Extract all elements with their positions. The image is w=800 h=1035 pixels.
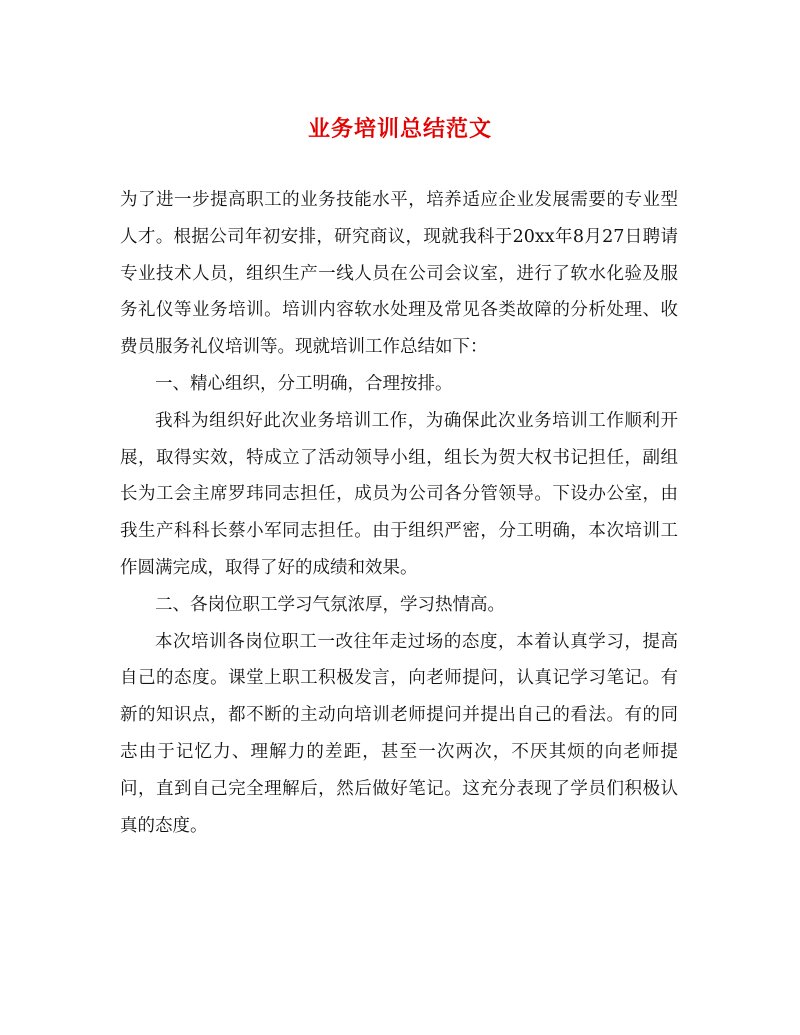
paragraph-learning-atmosphere: 本次培训各岗位职工一改往年走过场的态度，本着认真学习，提高自己的态度。课堂上职工积极发言，向老师提问，认真记学习笔记。有新的知识点，都不断的主动向培训老师提问并提出自己的看法。有的同志由于记忆力、理解力的差距，甚至一次两次，不厌其烦的向老师提问，直到自己完全理解后，然后做好笔记。这充分表现了学员们积极认真的态度。 [120, 631, 678, 836]
paragraph-intro: 为了进一步提高职工的业务技能水平，培养适应企业发展需要的专业型人才。根据公司年初安排，研究商议，现就我科于20xx年8月27日聘请专业技术人员，组织生产一线人员在公司会议室，进行了软水化验及服务礼仪等业务培训。培训内容软水处理及常见各类故障的分析处理、收费员服务礼仪培训等。现就培训工作总结如下： [120, 190, 678, 358]
section-heading-2: 二、各岗位职工学习气氛浓厚，学习热情高。 [155, 594, 505, 615]
section-heading-1: 一、精心组织，分工明确，合理按排。 [155, 373, 453, 394]
document-body [120, 182, 678, 844]
paragraph-organization: 我科为组织好此次业务培训工作，为确保此次业务培训工作顺利开展，取得实效，特成立了活动领导小组，组长为贺大权书记担任，副组长为工会主席罗玮同志担任，成员为公司各分管领导。下设办公室，由我生产科科长蔡小军同志担任。由于组织严密，分工明确，本次培训工作圆满完成，取得了好的成绩和效果。 [120, 410, 678, 578]
document-title: 业务培训总结范文 [307, 116, 492, 142]
